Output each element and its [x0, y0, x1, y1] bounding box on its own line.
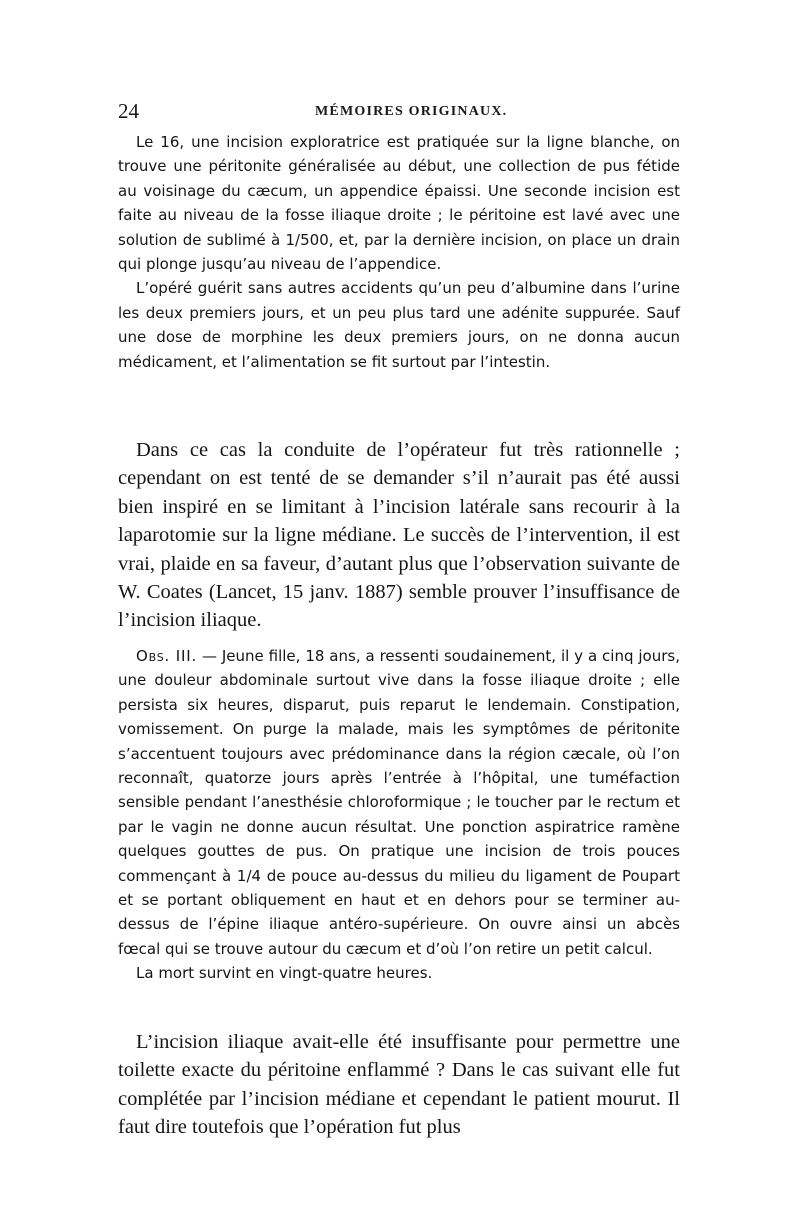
running-title: MÉMOIRES ORIGINAUX.	[315, 104, 508, 119]
case-paragraph-recovery: L’opéré guérit sans autres accidents qu’un peu d’albumine dans l’urine les deux premiers jours, et un peu plus tard une adénite suppurée. Sauf une dose de morphine les deux premiers jours, on ne donna aucun médicament, et l’alimentation se fit surtout par l’intestin.	[118, 279, 680, 371]
commentary-paragraph-1: Dans ce cas la conduite de l’opérateur fut très rationnelle ; cependant on est tenté de se demander s’il n’aurait pas été aussi bien inspiré en se limitant à l’incision latérale sans recourir à la laparotomie sur la ligne médiane. Le succès de l’intervention, il est vrai, plaide en sa faveur, d’autant plus que l’observation suivante de W. Coates (Lancet, 15 janv. 1887) semble prouver l’insuffisance de l’incision iliaque.	[118, 439, 680, 632]
commentary-section-2	[118, 1028, 680, 1142]
observation-label: Obs. III.	[136, 647, 198, 665]
observation-text: — Jeune fille, 18 ans, a ressenti soudainement, il y a cinq jours, une douleur abdominale surtout vive dans la fosse iliaque droite ; elle persista six heures, disparut, puis reparut le lendemain. Constipation, vomissement. On purge la malade, mais les symptômes de péritonite s’accentuent toujours avec prédominance dans la région cæcale, où l’on reconnaît, quatorze jours après l’entrée à l’hôpital, une tuméfaction sensible pendant l’anesthésie chloroformique ; le toucher par le rectum et par le vagin ne donne aucun résultat. Une ponction aspiratrice ramène quelques gouttes de pus. On pratique une incision de trois pouces commençant à 1/4 de pouce au-dessus du milieu du ligament de Poupart et se portant obliquement en haut et en dehors pour se terminer au-dessus de l’épine iliaque antéro-supérieure. On ouvre ainsi un abcès fœcal qui se trouve autour du cæcum et d’où l’on retire un petit calcul.	[118, 647, 680, 958]
observation-outcome: La mort survint en vingt-quatre heures.	[136, 964, 433, 983]
commentary-section-1	[118, 436, 680, 635]
commentary-paragraph-2: L’incision iliaque avait-elle été insuffisante pour permettre une toilette exacte du péritoine enflammé ? Dans le cas suivant elle fut complétée par l’incision médiane et cependant le patient mourut. Il faut dire toutefois que l’opération fut plus	[118, 1031, 680, 1139]
page-header	[118, 98, 680, 128]
case-paragraph-operation: Le 16, une incision exploratrice est pratiquée sur la ligne blanche, on trouve une péritonite généralisée au début, une collection de pus fétide au voisinage du cæcum, un appendice épaissi. Une seconde incision est faite au niveau de la fosse iliaque droite ; le péritoine est lavé avec une solution de sublimé à 1/500, et, par la dernière incision, on place un drain qui plonge jusqu’au niveau de l’appendice.	[118, 133, 680, 274]
case-report-section	[118, 130, 680, 374]
page-number: 24	[118, 99, 139, 123]
observation-paragraph	[118, 644, 680, 961]
observation-section	[118, 644, 680, 986]
